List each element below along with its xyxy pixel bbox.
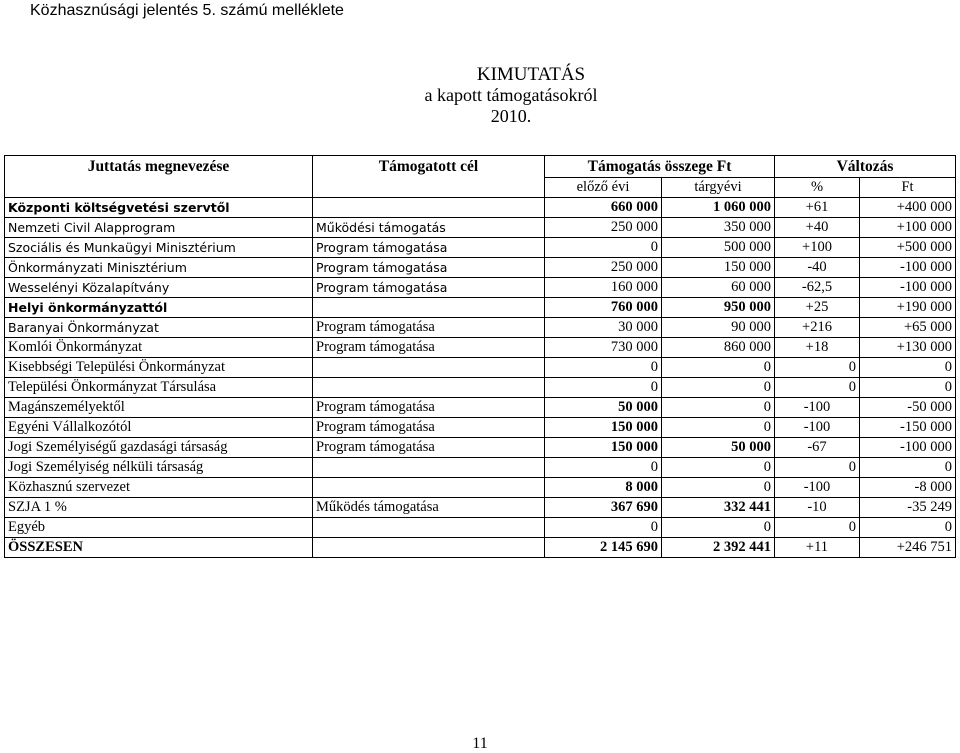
col-header-prev: előző évi (545, 178, 662, 198)
title-line-1: KIMUTATÁS (476, 64, 586, 85)
row-purpose: Program támogatása (313, 438, 545, 458)
row-pct: -100 (775, 398, 860, 418)
table-row (5, 398, 956, 418)
row-prev: 0 (545, 378, 662, 398)
row-curr: 2 392 441 (662, 538, 775, 558)
col-header-ft: Ft (860, 178, 956, 198)
table-row (5, 278, 956, 298)
col-header-curr: tárgyévi (662, 178, 775, 198)
row-pct: -62,5 (775, 278, 860, 298)
row-name: Helyi önkormányzattól (5, 298, 313, 318)
row-purpose: Program támogatása (313, 318, 545, 338)
row-prev: 760 000 (545, 298, 662, 318)
row-pct: -100 (775, 478, 860, 498)
row-ft: +500 000 (860, 238, 956, 258)
col-header-change: Változás (775, 156, 956, 178)
table-row (5, 458, 956, 478)
title-line-2: a kapott támogatásokról (424, 85, 598, 105)
row-ft: 0 (860, 378, 956, 398)
sub-header-row (5, 178, 956, 198)
row-purpose: Program támogatása (313, 338, 545, 358)
row-curr: 0 (662, 398, 775, 418)
row-pct: +18 (775, 338, 860, 358)
row-curr: 860 000 (662, 338, 775, 358)
row-prev: 660 000 (545, 198, 662, 218)
row-name: Magánszemélyektől (5, 398, 313, 418)
row-prev: 2 145 690 (545, 538, 662, 558)
row-ft: -35 249 (860, 498, 956, 518)
row-purpose (313, 478, 545, 498)
row-curr: 0 (662, 478, 775, 498)
row-pct: -40 (775, 258, 860, 278)
row-name: Kisebbségi Települési Önkormányzat (5, 358, 313, 378)
row-ft: -100 000 (860, 278, 956, 298)
table-row (5, 498, 956, 518)
row-ft: +400 000 (860, 198, 956, 218)
row-ft: -8 000 (860, 478, 956, 498)
row-prev: 150 000 (545, 418, 662, 438)
row-name: Szociális és Munkaügyi Minisztérium (5, 238, 313, 258)
row-purpose: Működés támogatása (313, 498, 545, 518)
row-prev: 0 (545, 358, 662, 378)
row-name: Egyéni Vállalkozótól (5, 418, 313, 438)
table-row (5, 338, 956, 358)
row-name: Jogi Személyiség nélküli társaság (5, 458, 313, 478)
row-ft: +246 751 (860, 538, 956, 558)
table-row (5, 198, 956, 218)
row-prev: 8 000 (545, 478, 662, 498)
row-name: Közhasznú szervezet (5, 478, 313, 498)
row-ft: +130 000 (860, 338, 956, 358)
row-prev: 50 000 (545, 398, 662, 418)
table-row (5, 298, 956, 318)
table-row (5, 378, 956, 398)
row-pct: -67 (775, 438, 860, 458)
row-prev: 250 000 (545, 218, 662, 238)
row-purpose: Program támogatása (313, 398, 545, 418)
row-pct: +40 (775, 218, 860, 238)
row-pct: 0 (775, 358, 860, 378)
row-ft: +100 000 (860, 218, 956, 238)
row-name: ÖSSZESEN (5, 538, 313, 558)
row-curr: 0 (662, 358, 775, 378)
row-name: Központi költségvetési szervtől (5, 198, 313, 218)
row-curr: 1 060 000 (662, 198, 775, 218)
header-note: Közhasznúsági jelentés 5. számú melléklete (30, 2, 344, 19)
row-prev: 160 000 (545, 278, 662, 298)
row-purpose: Program támogatása (313, 418, 545, 438)
row-pct: -10 (775, 498, 860, 518)
row-ft: 0 (860, 458, 956, 478)
row-prev: 367 690 (545, 498, 662, 518)
row-prev: 30 000 (545, 318, 662, 338)
row-prev: 730 000 (545, 338, 662, 358)
row-name: Wesselényi Közalapítvány (5, 278, 313, 298)
row-pct: +25 (775, 298, 860, 318)
table-row (5, 258, 956, 278)
table-row (5, 438, 956, 458)
row-curr: 332 441 (662, 498, 775, 518)
row-curr: 0 (662, 378, 775, 398)
row-curr: 0 (662, 518, 775, 538)
table-row (5, 418, 956, 438)
support-table (4, 155, 956, 558)
row-name: Jogi Személyiségű gazdasági társaság (5, 438, 313, 458)
row-curr: 0 (662, 458, 775, 478)
row-purpose: Program támogatása (313, 278, 545, 298)
row-curr: 500 000 (662, 238, 775, 258)
row-prev: 0 (545, 238, 662, 258)
row-pct: -100 (775, 418, 860, 438)
col-header-pct: % (775, 178, 860, 198)
report-title (0, 64, 960, 127)
row-name: SZJA 1 % (5, 498, 313, 518)
row-ft: 0 (860, 358, 956, 378)
row-purpose: Program támogatása (313, 258, 545, 278)
row-purpose: Működési támogatás (313, 218, 545, 238)
row-name: Egyéb (5, 518, 313, 538)
row-name: Önkormányzati Minisztérium (5, 258, 313, 278)
col-header-amount: Támogatás összege Ft (545, 156, 775, 178)
row-ft: -50 000 (860, 398, 956, 418)
row-ft: -100 000 (860, 258, 956, 278)
row-curr: 60 000 (662, 278, 775, 298)
row-purpose (313, 518, 545, 538)
total-row (5, 538, 956, 558)
row-prev: 0 (545, 458, 662, 478)
row-ft: -150 000 (860, 418, 956, 438)
row-pct: +216 (775, 318, 860, 338)
title-line-3: 2010. (490, 106, 532, 126)
row-purpose (313, 358, 545, 378)
row-purpose: Program támogatása (313, 238, 545, 258)
row-ft: -100 000 (860, 438, 956, 458)
row-pct: 0 (775, 518, 860, 538)
row-pct: 0 (775, 378, 860, 398)
table-row (5, 238, 956, 258)
table-row (5, 218, 956, 238)
page-number: 11 (472, 735, 488, 752)
row-ft: 0 (860, 518, 956, 538)
row-name: Komlói Önkormányzat (5, 338, 313, 358)
row-prev: 0 (545, 518, 662, 538)
row-pct: +11 (775, 538, 860, 558)
header-row (5, 156, 956, 178)
row-name: Települési Önkormányzat Társulása (5, 378, 313, 398)
row-curr: 350 000 (662, 218, 775, 238)
table-row (5, 478, 956, 498)
row-ft: +190 000 (860, 298, 956, 318)
row-name: Nemzeti Civil Alapprogram (5, 218, 313, 238)
row-ft: +65 000 (860, 318, 956, 338)
row-purpose (313, 458, 545, 478)
table-row (5, 318, 956, 338)
row-name: Baranyai Önkormányzat (5, 318, 313, 338)
row-purpose (313, 198, 545, 218)
row-curr: 50 000 (662, 438, 775, 458)
row-pct: +61 (775, 198, 860, 218)
row-purpose (313, 538, 545, 558)
table-row (5, 518, 956, 538)
row-curr: 0 (662, 418, 775, 438)
row-prev: 150 000 (545, 438, 662, 458)
row-purpose (313, 378, 545, 398)
row-curr: 90 000 (662, 318, 775, 338)
table-row (5, 358, 956, 378)
row-pct: 0 (775, 458, 860, 478)
row-prev: 250 000 (545, 258, 662, 278)
col-header-name: Juttatás megnevezése (5, 156, 313, 178)
row-curr: 150 000 (662, 258, 775, 278)
row-pct: +100 (775, 238, 860, 258)
row-purpose (313, 298, 545, 318)
col-header-purpose: Támogatott cél (313, 156, 545, 178)
row-curr: 950 000 (662, 298, 775, 318)
